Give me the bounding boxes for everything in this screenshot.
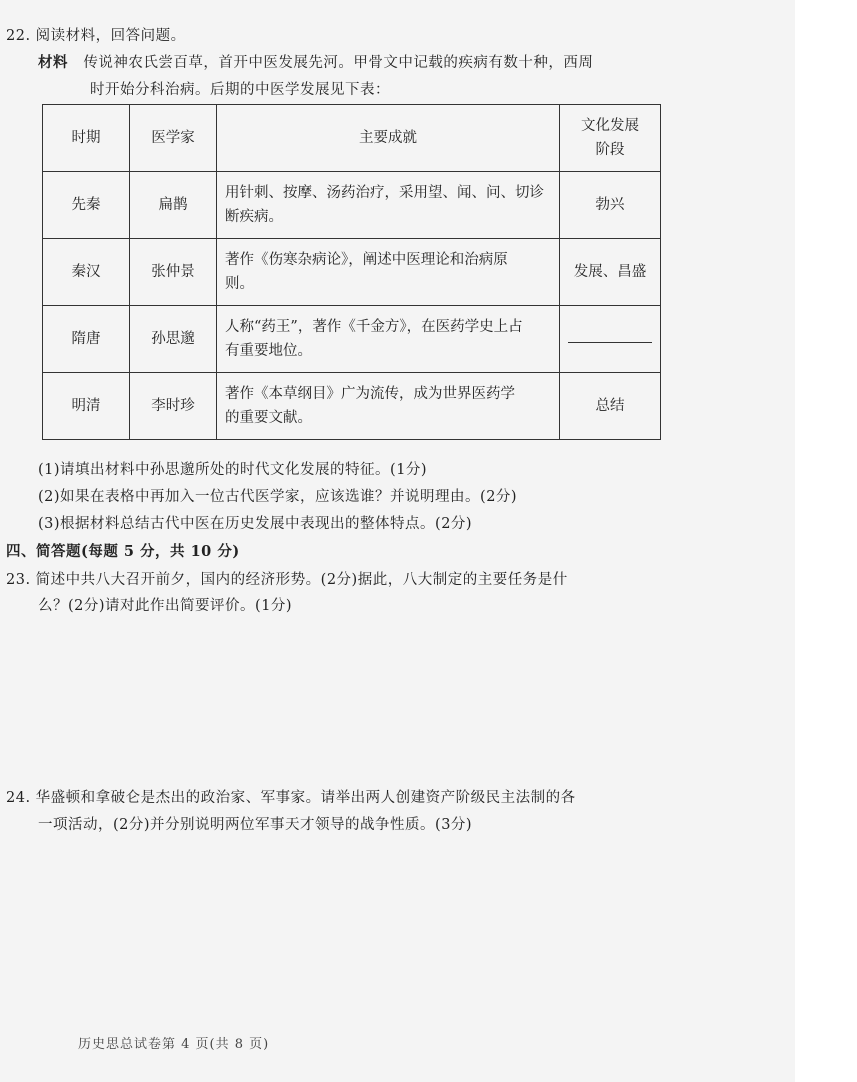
row-stage: 勃兴 [560,172,661,239]
row-doctor: 孙思邈 [130,306,217,373]
question-22-title: 22. 阅读材料，回答问题。 [6,28,186,44]
row-achievement [217,239,560,306]
row-period: 秦汉 [43,239,130,306]
sub-question-3: (3)根据材料总结古代中医在历史发展中表现出的整体特点。(2分) [38,516,473,532]
achievement-line1: 人称“药王”，著作《千金方》，在医药学史上占 [225,319,523,335]
row-stage-blank[interactable] [560,306,661,373]
row-doctor: 张仲景 [130,239,217,306]
question-24-line2: 一项活动，(2分)并分别说明两位军事天才领导的战争性质。(3分) [38,817,473,833]
table-row [43,172,661,239]
achievement-line2: 有重要地位。 [225,343,312,359]
achievement-line1: 著作《伤寒杂病论》，阐述中医理论和治病原 [225,252,508,268]
section-4-heading: 四、简答题(每题 5 分，共 10 分) [6,543,240,560]
table-row [43,306,661,373]
material-label: 材料 [38,54,68,71]
row-stage: 总结 [560,373,661,440]
achievement-line2: 的重要文献。 [225,410,312,426]
question-23-line1: 23. 简述中共八大召开前夕，国内的经济形势。(2分)据此，八大制定的主要任务是什 [6,572,568,588]
sub-question-2: (2)如果在表格中再加入一位古代医学家，应该选谁？并说明理由。(2分) [38,489,518,505]
header-doctor: 医学家 [130,105,217,172]
header-achievement: 主要成就 [217,105,560,172]
question-24-line1: 24. 华盛顿和拿破仑是杰出的政治家、军事家。请举出两人创建资产阶级民主法制的各 [6,790,576,806]
row-period: 先秦 [43,172,130,239]
achievement-line1: 用针刺、按摩、汤药治疗，采用望、闻、问、切诊 [225,185,544,201]
answer-blank-line [568,342,652,343]
header-period: 时期 [43,105,130,172]
row-doctor: 扁鹊 [130,172,217,239]
row-achievement [217,306,560,373]
achievement-line2: 断疾病。 [225,209,283,225]
row-doctor: 李时珍 [130,373,217,440]
achievement-line2: 则。 [225,276,254,292]
material-text-line2: 时开始分科治病。后期的中医学发展见下表： [90,82,390,98]
table-row [43,373,661,440]
table-header-row [43,105,661,172]
table-row [43,239,661,306]
achievement-line1: 著作《本草纲目》广为流传，成为世界医药学 [225,386,515,402]
header-stage [560,105,661,172]
medicine-history-table [42,104,661,440]
question-23-line2: 么？(2分)请对此作出简要评价。(1分) [38,598,293,614]
header-stage-line2: 阶段 [595,142,625,158]
page-footer: 历史思总试卷第 4 页(共 8 页) [78,1037,270,1052]
header-stage-line1: 文化发展 [581,118,639,134]
row-achievement [217,172,560,239]
row-stage: 发展、昌盛 [560,239,661,306]
material-text-line1: 传说神农氏尝百草，首开中医发展先河。甲骨文中记载的疾病有数十种，西周 [83,55,594,71]
row-achievement [217,373,560,440]
material-paragraph [38,51,593,72]
sub-question-1: (1)请填出材料中孙思邈所处的时代文化发展的特征。(1分) [38,462,428,478]
row-period: 明清 [43,373,130,440]
row-period: 隋唐 [43,306,130,373]
